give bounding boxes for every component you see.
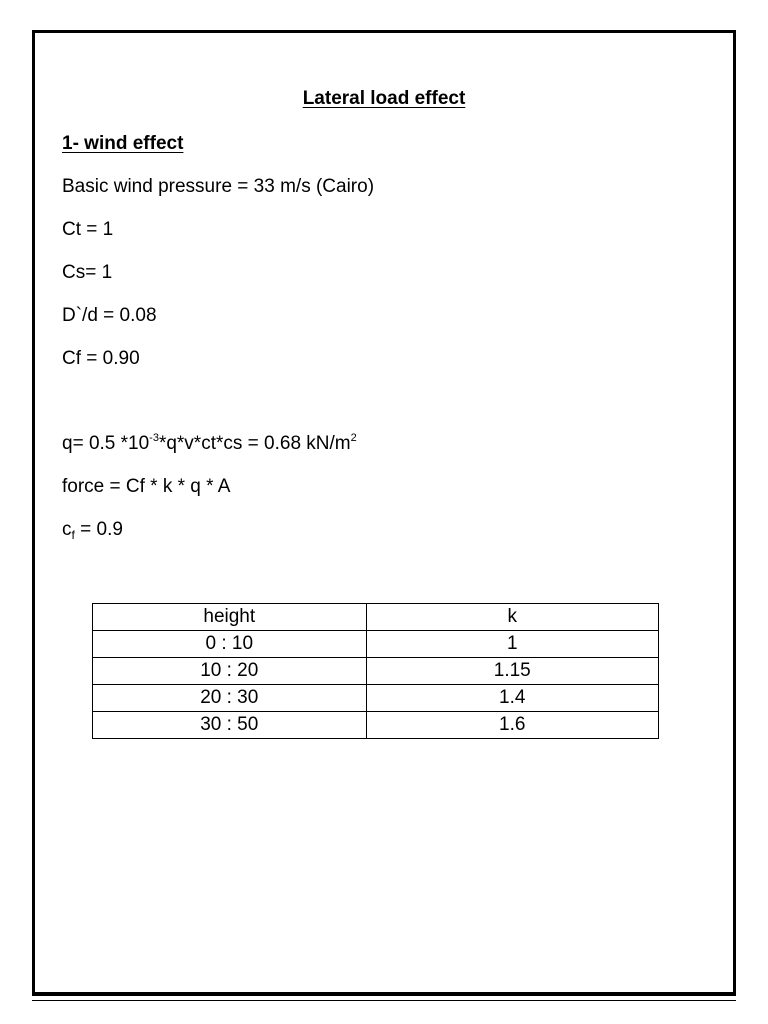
table-row [93,631,659,658]
height-k-table [92,603,659,739]
q-formula-line [62,433,357,455]
cf-value: = 0.9 [74,519,123,540]
document-title [0,88,768,110]
table-row [93,712,659,739]
basic-wind-pressure-line: Basic wind pressure = 33 m/s (Cairo) [62,176,375,197]
cs-line: Cs= 1 [62,262,113,283]
cf-value-line [62,519,123,541]
table-cell-k: 1.4 [366,685,658,712]
ct-line: Ct = 1 [62,219,114,240]
q-formula-part2: *q*v*ct*cs = 0.68 kN/m [158,433,351,454]
q-formula-part1: q= 0.5 *10 [62,433,150,454]
q-formula-unit-exponent: 2 [350,432,357,444]
table-cell-k: 1 [366,631,658,658]
force-formula-line: force = Cf * k * q * A [62,476,231,497]
q-formula-exponent: -3 [149,432,159,444]
d-ratio-line: D`/d = 0.08 [62,305,157,326]
table-cell-k: 1.6 [366,712,658,739]
section-heading-wind-effect: 1- wind effect [62,133,184,154]
table-header-row [93,604,659,631]
cf-base: c [62,519,72,540]
table-cell-height: 20 : 30 [93,685,367,712]
table-row [93,658,659,685]
page-border [32,30,736,996]
table-cell-k: 1.15 [366,658,658,685]
document-title-text: Lateral load effect [302,88,466,109]
table-header-k: k [366,604,658,631]
table-row [93,685,659,712]
cf-line: Cf = 0.90 [62,348,140,369]
table-header-height: height [93,604,367,631]
cf-subscript: f [71,528,75,542]
table-cell-height: 10 : 20 [93,658,367,685]
table-cell-height: 0 : 10 [93,631,367,658]
table-cell-height: 30 : 50 [93,712,367,739]
